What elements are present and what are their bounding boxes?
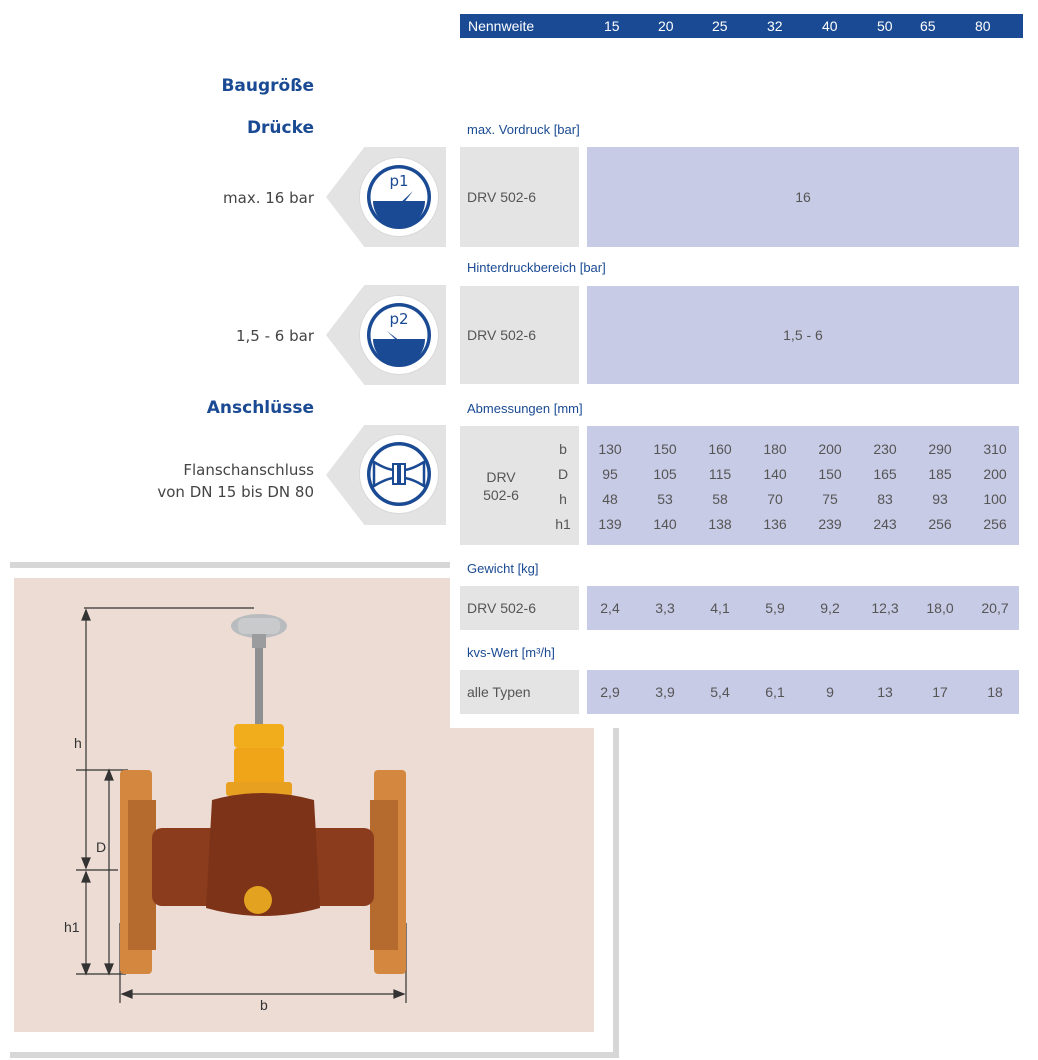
kvs-value: 5,4 (710, 684, 730, 700)
kvs-type-cell (460, 670, 579, 714)
p1-icon-label: p1 (389, 172, 409, 190)
dimension-value: 130 (598, 441, 622, 457)
kvs-value: 6,1 (765, 684, 785, 700)
gewicht-caption: Gewicht [kg] (467, 561, 539, 576)
kvs-value: 3,9 (655, 684, 675, 700)
dimension-row-label: h1 (555, 516, 571, 532)
dimension-value: 185 (928, 466, 952, 482)
flange-text-line1: Flanschanschluss (183, 461, 314, 479)
vordruck-type-cell (460, 147, 579, 247)
size-header-5: 50 (877, 18, 893, 34)
dimension-value: 256 (928, 516, 952, 532)
dim-h1-label: h1 (64, 919, 80, 935)
abmessungen-caption: Abmessungen [mm] (467, 401, 583, 416)
dimension-value: 93 (932, 491, 948, 507)
pressure-gauge-p2-icon (360, 296, 438, 374)
dimension-value: 150 (818, 466, 842, 482)
abmessungen-type-line1: DRV (486, 469, 516, 485)
vordruck-value-cell (587, 147, 1019, 247)
flange-text-line2: von DN 15 bis DN 80 (157, 483, 314, 501)
dimension-value: 95 (602, 466, 618, 482)
size-header-3: 32 (767, 18, 783, 34)
size-header-0: 15 (604, 18, 620, 34)
gewicht-value: 9,2 (820, 600, 840, 616)
hinterdruck-caption: Hinterdruckbereich [bar] (467, 260, 606, 275)
dimension-value: 70 (767, 491, 783, 507)
gewicht-value: 4,1 (710, 600, 730, 616)
dimension-value: 105 (653, 466, 677, 482)
section-baugroesse: Baugröße (221, 76, 314, 96)
kvs-caption: kvs-Wert [m³/h] (467, 645, 555, 660)
hinterdruck-type-cell (460, 286, 579, 384)
kvs-value: 2,9 (600, 684, 620, 700)
dimension-value: 53 (657, 491, 673, 507)
gewicht-value: 5,9 (765, 600, 785, 616)
dimension-value: 230 (873, 441, 897, 457)
gewicht-value: 18,0 (926, 600, 954, 616)
flange-connection-icon (360, 435, 438, 513)
dimension-value: 136 (763, 516, 787, 532)
gewicht-value: 12,3 (871, 600, 899, 616)
dimension-value: 200 (983, 466, 1007, 482)
hinterdruck-type: DRV 502-6 (467, 327, 537, 343)
kvs-value: 17 (932, 684, 948, 700)
dimension-value: 165 (873, 466, 897, 482)
dimension-row-label: h (559, 491, 567, 507)
dimension-value: 48 (602, 491, 618, 507)
p2-icon-label: p2 (389, 310, 409, 328)
gewicht-type-cell (460, 586, 579, 630)
max-pressure-text: max. 16 bar (223, 189, 314, 207)
gewicht-value: 20,7 (981, 600, 1009, 616)
dimension-value: 243 (873, 516, 897, 532)
size-header-bar (460, 14, 1023, 38)
dimension-row-label: b (559, 441, 567, 457)
hinterdruck-value-cell (587, 286, 1019, 384)
size-header-4: 40 (822, 18, 838, 34)
size-header-2: 25 (712, 18, 728, 34)
kvs-value: 18 (987, 684, 1003, 700)
dimension-value: 139 (598, 516, 622, 532)
dimension-value: 310 (983, 441, 1007, 457)
dimension-value: 115 (708, 466, 732, 482)
dimension-value: 180 (763, 441, 787, 457)
dimension-value: 290 (928, 441, 952, 457)
size-header-1: 20 (658, 18, 674, 34)
dimension-value: 256 (983, 516, 1007, 532)
dimension-value: 140 (653, 516, 677, 532)
dimension-value: 160 (708, 441, 732, 457)
size-header-7: 80 (975, 18, 991, 34)
outlet-pressure-text: 1,5 - 6 bar (236, 327, 314, 345)
dimension-value: 150 (653, 441, 677, 457)
section-druecke: Drücke (246, 118, 314, 138)
dimension-value: 138 (708, 516, 732, 532)
dim-b-label: b (260, 997, 268, 1013)
kvs-value: 13 (877, 684, 893, 700)
dimension-row-label: D (557, 466, 569, 482)
pressure-gauge-p1-icon (360, 158, 438, 236)
dimension-value: 100 (983, 491, 1007, 507)
hinterdruck-value: 1,5 - 6 (783, 327, 823, 343)
section-anschluesse: Anschlüsse (206, 398, 314, 418)
nennweite-label: Nennweite (468, 18, 535, 34)
vordruck-caption: max. Vordruck [bar] (467, 122, 580, 137)
dimension-value: 58 (712, 491, 728, 507)
size-header-6: 65 (920, 18, 936, 34)
kvs-value: 9 (826, 684, 834, 700)
abmessungen-type-line2: 502-6 (483, 487, 519, 503)
vordruck-type: DRV 502-6 (467, 189, 537, 205)
dimension-value: 140 (763, 466, 787, 482)
dim-D-label: D (96, 839, 107, 855)
dimension-value: 83 (877, 491, 893, 507)
valve-illustration (120, 614, 406, 974)
dimension-value: 239 (818, 516, 842, 532)
dimension-value: 75 (822, 491, 838, 507)
dim-h-label: h (74, 735, 82, 751)
gewicht-value: 2,4 (600, 600, 620, 616)
vordruck-value: 16 (795, 189, 811, 205)
dimension-value: 200 (818, 441, 842, 457)
gewicht-value: 3,3 (655, 600, 675, 616)
kvs-type: alle Typen (467, 684, 531, 700)
gewicht-type: DRV 502-6 (467, 600, 537, 616)
